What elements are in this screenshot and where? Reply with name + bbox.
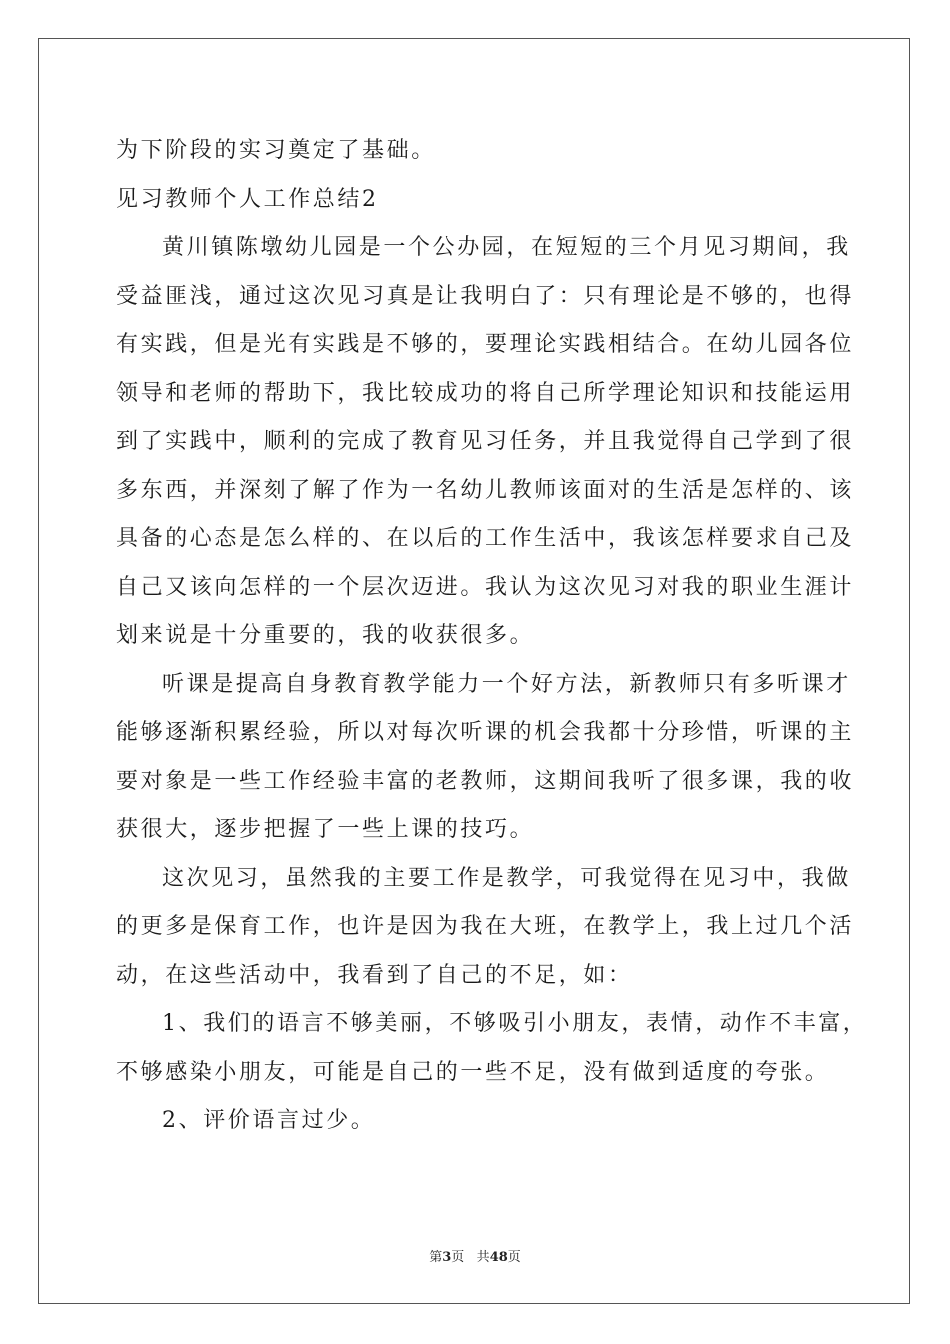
page-footer bbox=[0, 1246, 950, 1265]
text-line: 自己又该向怎样的一个层次迈进。我认为这次见习对我的职业生涯计 bbox=[116, 574, 855, 600]
text-line: 1、我们的语言不够美丽，不够吸引小朋友，表情，动作不丰富， bbox=[162, 1011, 868, 1036]
text-line: 能够逐渐积累经验，所以对每次听课的机会我都十分珍惜，听课的主 bbox=[116, 720, 855, 745]
footer-total-suffix: 页 bbox=[507, 1250, 521, 1265]
document-body bbox=[116, 127, 868, 1146]
text-line: 获很大，逐步把握了一些上课的技巧。 bbox=[116, 817, 535, 842]
text-line: 这次见习，虽然我的主要工作是教学，可我觉得在见习中，我做 bbox=[162, 865, 851, 891]
text-line: 黄川镇陈墩幼儿园是一个公办园，在短短的三个月见习期间，我 bbox=[162, 235, 851, 260]
text-line: 的更多是保育工作，也许是因为我在大班，在教学上，我上过几个活 bbox=[116, 914, 855, 939]
text-line: 领导和老师的帮助下，我比较成功的将自己所学理论知识和技能运用 bbox=[116, 380, 855, 406]
text-line: 不够感染小朋友，可能是自己的一些不足，没有做到适度的夸张。 bbox=[116, 1059, 830, 1085]
text-line: 有实践，但是光有实践是不够的，要理论实践相结合。在幼儿园各位 bbox=[116, 332, 855, 357]
text-line: 受益匪浅，通过这次见习真是让我明白了：只有理论是不够的，也得 bbox=[116, 283, 855, 309]
text-line: 听课是提高自身教育教学能力一个好方法，新教师只有多听课才 bbox=[162, 671, 851, 697]
text-line: 要对象是一些工作经验丰富的老教师，这期间我听了很多课，我的收 bbox=[116, 768, 855, 794]
footer-page-suffix: 页 bbox=[451, 1250, 465, 1265]
footer-total-prefix: 共 bbox=[476, 1250, 490, 1265]
text-line: 2、评价语言过少。 bbox=[162, 1108, 376, 1133]
text-line: 为下阶段的实习奠定了基础。 bbox=[116, 138, 436, 163]
text-line: 见习教师个人工作总结2 bbox=[116, 186, 379, 212]
text-line: 多东西，并深刻了解了作为一名幼儿教师该面对的生活是怎样的、该 bbox=[116, 477, 855, 503]
text-line: 到了实践中，顺利的完成了教育见习任务，并且我觉得自己学到了很 bbox=[116, 429, 855, 454]
text-line: 具备的心态是怎么样的、在以后的工作生活中，我该怎样要求自己及 bbox=[116, 526, 855, 551]
footer-page-prefix: 第 bbox=[429, 1250, 443, 1265]
text-line: 动，在这些活动中，我看到了自己的不足，如： bbox=[116, 962, 633, 988]
footer-page-number: 3 bbox=[442, 1250, 452, 1265]
footer-total-pages: 48 bbox=[489, 1250, 508, 1265]
text-line: 划来说是十分重要的，我的收获很多。 bbox=[116, 623, 535, 648]
